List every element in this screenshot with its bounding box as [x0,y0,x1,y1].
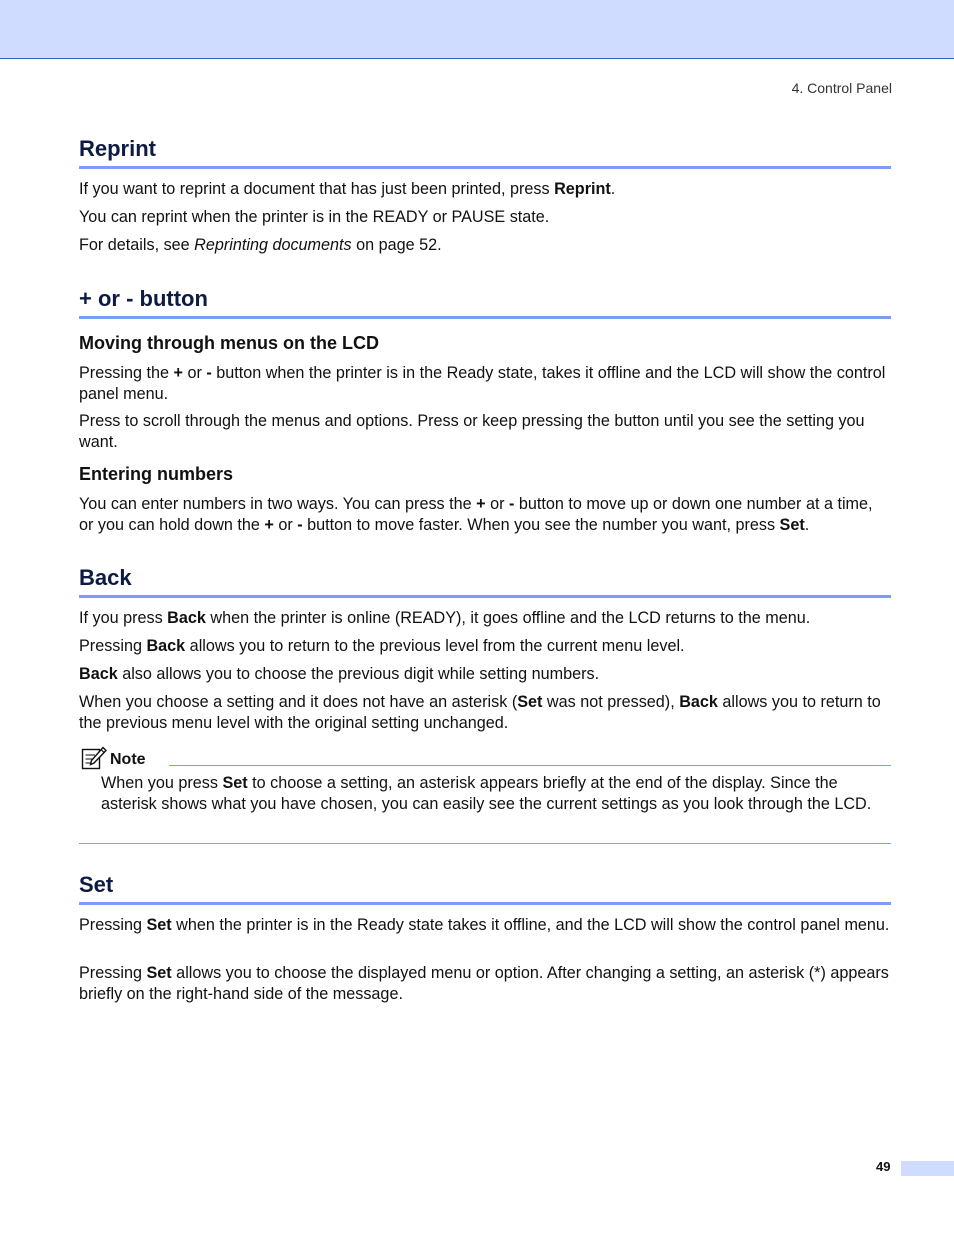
section-title-reprint: Reprint [79,136,891,169]
reprint-paragraph-1: If you want to reprint a document that has just been printed, press Reprint. [79,180,616,198]
running-head: 4. Control Panel [791,80,892,96]
back-paragraph-3: Back also allows you to choose the previous digit while setting numbers. [79,665,600,683]
set-paragraph-2: Pressing Set allows you to choose the displayed menu or option. After changing a setting, an asterisk (*) appears briefly on the right-hand side of the message. [79,964,889,1003]
page-tab [901,1161,954,1176]
note-bottom-rule [79,843,891,844]
note-header [79,744,891,770]
note-label: Note [110,751,146,768]
moving-menus-paragraph-2: Press to scroll through the menus and options. Press or keep pressing the button until you see the setting you want. [79,412,865,451]
back-paragraph-2: Pressing Back allows you to return to the previous level from the current menu level. [79,637,685,655]
moving-menus-paragraph-1: Pressing the + or - button when the printer is in the Ready state, takes it offline and the LCD will show the control panel menu. [79,364,886,403]
note-body: When you press Set to choose a setting, an asterisk appears briefly at the end of the display. Since the asterisk shows what you have chosen, you can easily see the current settings as you look through the LCD. [101,774,872,813]
back-paragraph-1: If you press Back when the printer is online (READY), it goes offline and the LCD returns to the menu. [79,609,811,627]
section-title-back: Back [79,565,891,598]
back-paragraph-4: When you choose a setting and it does not have an asterisk (Set was not pressed), Back allows you to return to the previous menu level with the original setting unchanged. [79,693,881,732]
entering-numbers-paragraph: You can enter numbers in two ways. You can press the + or - button to move up or down one number at a time, or you can hold down the + or - button to move faster. When you see the number you want, press Set. [79,495,873,534]
set-paragraph-1: Pressing Set when the printer is in the Ready state takes it offline, and the LCD will show the control panel menu. [79,916,890,934]
reprint-paragraph-2: You can reprint when the printer is in the READY or PAUSE state. [79,208,550,226]
pencil-note-icon [81,746,107,770]
section-title-set: Set [79,872,891,905]
section-title-plus-minus: + or - button [79,286,891,319]
page-number: 49 [876,1159,891,1174]
subsection-title-moving-menus: Moving through menus on the LCD [79,333,379,353]
subsection-title-entering-numbers: Entering numbers [79,464,234,484]
note-top-rule [169,765,891,766]
header-band [0,0,954,59]
reprint-paragraph-3: For details, see Reprinting documents on page 52. [79,236,442,254]
